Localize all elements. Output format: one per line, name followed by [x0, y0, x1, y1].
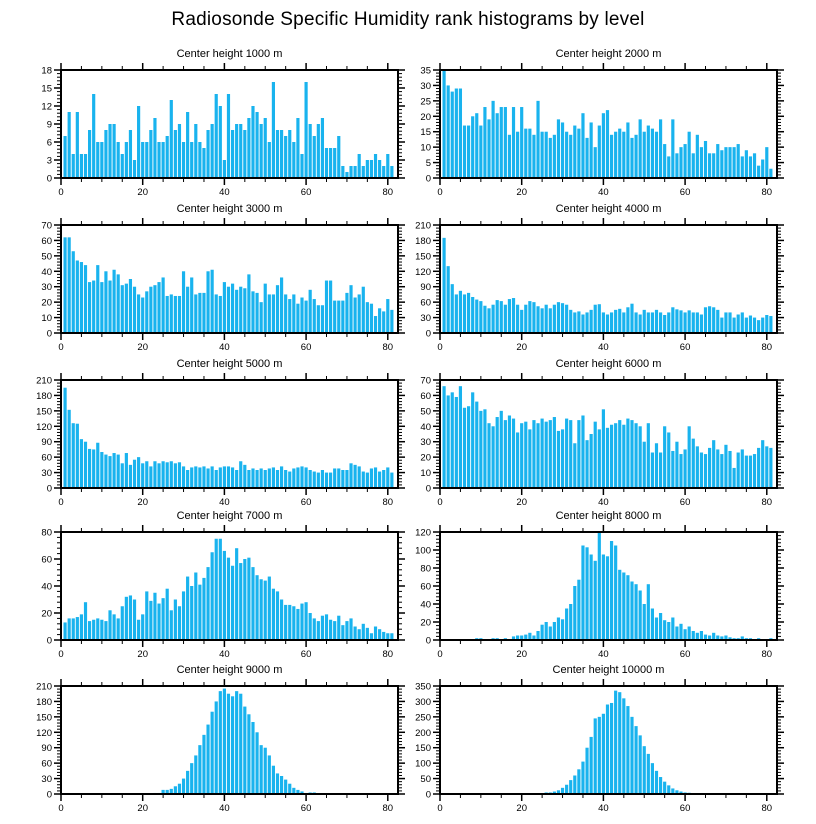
svg-text:0: 0 — [46, 635, 52, 647]
svg-text:18: 18 — [41, 65, 52, 77]
svg-text:20: 20 — [420, 617, 431, 629]
svg-text:180: 180 — [415, 235, 431, 247]
svg-text:12: 12 — [41, 101, 52, 113]
svg-text:20: 20 — [420, 452, 431, 464]
svg-text:0: 0 — [425, 789, 431, 801]
chart-title: Center height 9000 m — [176, 664, 283, 676]
svg-text:20: 20 — [420, 111, 431, 123]
svg-text:60: 60 — [300, 649, 312, 660]
svg-text:80: 80 — [420, 563, 431, 575]
svg-text:210: 210 — [415, 220, 431, 232]
svg-text:20: 20 — [516, 342, 527, 353]
svg-text:80: 80 — [761, 187, 773, 198]
histogram-9000m — [0, 662, 408, 814]
svg-text:25: 25 — [420, 96, 431, 108]
subplot-8000m — [408, 508, 816, 660]
subplot-2000m — [408, 46, 816, 198]
svg-text:80: 80 — [761, 497, 773, 508]
svg-text:3: 3 — [46, 155, 52, 167]
subplot-9000m — [0, 662, 408, 814]
svg-text:60: 60 — [41, 554, 52, 566]
svg-text:50: 50 — [420, 774, 431, 786]
svg-text:60: 60 — [679, 803, 691, 814]
svg-text:60: 60 — [300, 497, 312, 508]
histogram-4000m — [408, 201, 816, 353]
svg-text:0: 0 — [46, 173, 52, 185]
svg-text:20: 20 — [137, 497, 148, 508]
svg-text:40: 40 — [219, 187, 230, 198]
svg-text:200: 200 — [415, 727, 431, 739]
svg-text:0: 0 — [425, 635, 431, 647]
svg-text:0: 0 — [58, 497, 64, 508]
svg-text:150: 150 — [415, 743, 431, 755]
svg-text:210: 210 — [36, 375, 52, 387]
svg-text:60: 60 — [300, 187, 312, 198]
histogram-1000m — [0, 46, 408, 198]
svg-text:20: 20 — [41, 297, 52, 309]
svg-text:60: 60 — [41, 235, 52, 247]
chart-title: Center height 5000 m — [176, 358, 283, 370]
chart-title: Center height 10000 m — [552, 664, 665, 676]
histogram-2000m — [408, 46, 816, 198]
svg-text:60: 60 — [679, 649, 691, 660]
svg-text:40: 40 — [420, 599, 431, 611]
svg-text:120: 120 — [415, 527, 431, 539]
svg-text:35: 35 — [420, 65, 431, 77]
svg-text:60: 60 — [679, 342, 691, 353]
svg-text:80: 80 — [761, 649, 773, 660]
svg-text:180: 180 — [36, 696, 52, 708]
svg-text:90: 90 — [41, 743, 52, 755]
svg-text:0: 0 — [46, 789, 52, 801]
subplot-4000m — [408, 201, 816, 353]
svg-text:6: 6 — [46, 137, 52, 149]
svg-text:60: 60 — [41, 758, 52, 770]
svg-text:60: 60 — [300, 803, 312, 814]
histogram-5000m — [0, 356, 408, 508]
svg-text:10: 10 — [420, 468, 431, 480]
svg-text:210: 210 — [36, 681, 52, 693]
svg-text:80: 80 — [761, 342, 773, 353]
svg-text:40: 40 — [219, 649, 230, 660]
svg-text:60: 60 — [420, 390, 431, 402]
svg-text:30: 30 — [41, 282, 52, 294]
subplot-1000m — [0, 46, 408, 198]
svg-text:60: 60 — [420, 581, 431, 593]
svg-text:20: 20 — [137, 187, 148, 198]
svg-text:40: 40 — [219, 497, 230, 508]
svg-text:60: 60 — [41, 452, 52, 464]
subplot-3000m — [0, 201, 408, 353]
histogram-10000m — [408, 662, 816, 814]
svg-text:90: 90 — [41, 437, 52, 449]
svg-text:80: 80 — [761, 803, 773, 814]
svg-text:0: 0 — [46, 483, 52, 495]
svg-text:10: 10 — [420, 142, 431, 154]
svg-text:120: 120 — [36, 421, 52, 433]
svg-text:120: 120 — [415, 266, 431, 278]
chart-title: Center height 4000 m — [555, 203, 662, 215]
svg-text:80: 80 — [382, 187, 394, 198]
subplot-10000m — [408, 662, 816, 814]
svg-text:40: 40 — [598, 803, 609, 814]
svg-text:150: 150 — [36, 406, 52, 418]
svg-text:350: 350 — [415, 681, 431, 693]
histogram-3000m — [0, 201, 408, 353]
svg-text:0: 0 — [425, 328, 431, 340]
svg-text:40: 40 — [41, 266, 52, 278]
subplot-7000m — [0, 508, 408, 660]
svg-text:20: 20 — [516, 187, 527, 198]
histogram-8000m — [408, 508, 816, 660]
svg-text:60: 60 — [300, 342, 312, 353]
svg-text:0: 0 — [437, 803, 443, 814]
histogram-7000m — [0, 508, 408, 660]
svg-text:20: 20 — [516, 803, 527, 814]
svg-text:90: 90 — [420, 282, 431, 294]
svg-text:150: 150 — [36, 712, 52, 724]
svg-text:0: 0 — [58, 803, 64, 814]
svg-text:0: 0 — [58, 187, 64, 198]
svg-text:0: 0 — [437, 187, 443, 198]
svg-text:120: 120 — [36, 727, 52, 739]
svg-text:80: 80 — [382, 649, 394, 660]
svg-text:50: 50 — [41, 251, 52, 263]
svg-text:80: 80 — [382, 342, 394, 353]
svg-text:180: 180 — [36, 390, 52, 402]
svg-text:20: 20 — [516, 497, 527, 508]
figure-title: Radiosonde Specific Humidity rank histograms by level — [171, 9, 645, 30]
svg-text:0: 0 — [58, 649, 64, 660]
svg-text:20: 20 — [516, 649, 527, 660]
histogram-6000m — [408, 356, 816, 508]
svg-text:50: 50 — [420, 406, 431, 418]
svg-text:0: 0 — [437, 649, 443, 660]
svg-text:20: 20 — [41, 608, 52, 620]
svg-text:20: 20 — [137, 342, 148, 353]
chart-title: Center height 2000 m — [555, 48, 662, 60]
svg-text:40: 40 — [598, 187, 609, 198]
chart-title: Center height 3000 m — [176, 203, 283, 215]
svg-text:40: 40 — [219, 342, 230, 353]
svg-text:0: 0 — [437, 497, 443, 508]
svg-text:60: 60 — [679, 497, 691, 508]
svg-text:40: 40 — [598, 649, 609, 660]
chart-title: Center height 7000 m — [176, 510, 283, 522]
svg-text:150: 150 — [415, 251, 431, 263]
chart-title: Center height 8000 m — [555, 510, 662, 522]
svg-text:40: 40 — [41, 581, 52, 593]
svg-text:0: 0 — [46, 328, 52, 340]
svg-text:9: 9 — [46, 119, 52, 131]
svg-text:60: 60 — [679, 187, 691, 198]
subplot-5000m — [0, 356, 408, 508]
svg-text:100: 100 — [415, 545, 431, 557]
svg-text:300: 300 — [415, 696, 431, 708]
svg-text:80: 80 — [382, 803, 394, 814]
subplot-6000m — [408, 356, 816, 508]
chart-title: Center height 6000 m — [555, 358, 662, 370]
svg-text:15: 15 — [420, 127, 431, 139]
svg-text:0: 0 — [437, 342, 443, 353]
svg-text:0: 0 — [425, 173, 431, 185]
chart-title: Center height 1000 m — [176, 48, 283, 60]
svg-text:250: 250 — [415, 712, 431, 724]
svg-text:30: 30 — [41, 774, 52, 786]
svg-text:100: 100 — [415, 758, 431, 770]
svg-text:60: 60 — [420, 297, 431, 309]
svg-text:0: 0 — [58, 342, 64, 353]
svg-text:30: 30 — [420, 313, 431, 325]
svg-text:15: 15 — [41, 83, 52, 95]
svg-text:20: 20 — [137, 649, 148, 660]
svg-text:40: 40 — [598, 342, 609, 353]
svg-text:10: 10 — [41, 313, 52, 325]
svg-text:40: 40 — [219, 803, 230, 814]
svg-text:30: 30 — [420, 437, 431, 449]
svg-text:70: 70 — [420, 375, 431, 387]
svg-text:0: 0 — [425, 483, 431, 495]
svg-text:30: 30 — [420, 80, 431, 92]
svg-text:20: 20 — [137, 803, 148, 814]
svg-text:40: 40 — [420, 421, 431, 433]
svg-text:70: 70 — [41, 220, 52, 232]
svg-text:80: 80 — [382, 497, 394, 508]
svg-text:5: 5 — [425, 158, 431, 170]
svg-text:80: 80 — [41, 527, 52, 539]
svg-text:30: 30 — [41, 468, 52, 480]
svg-text:40: 40 — [598, 497, 609, 508]
